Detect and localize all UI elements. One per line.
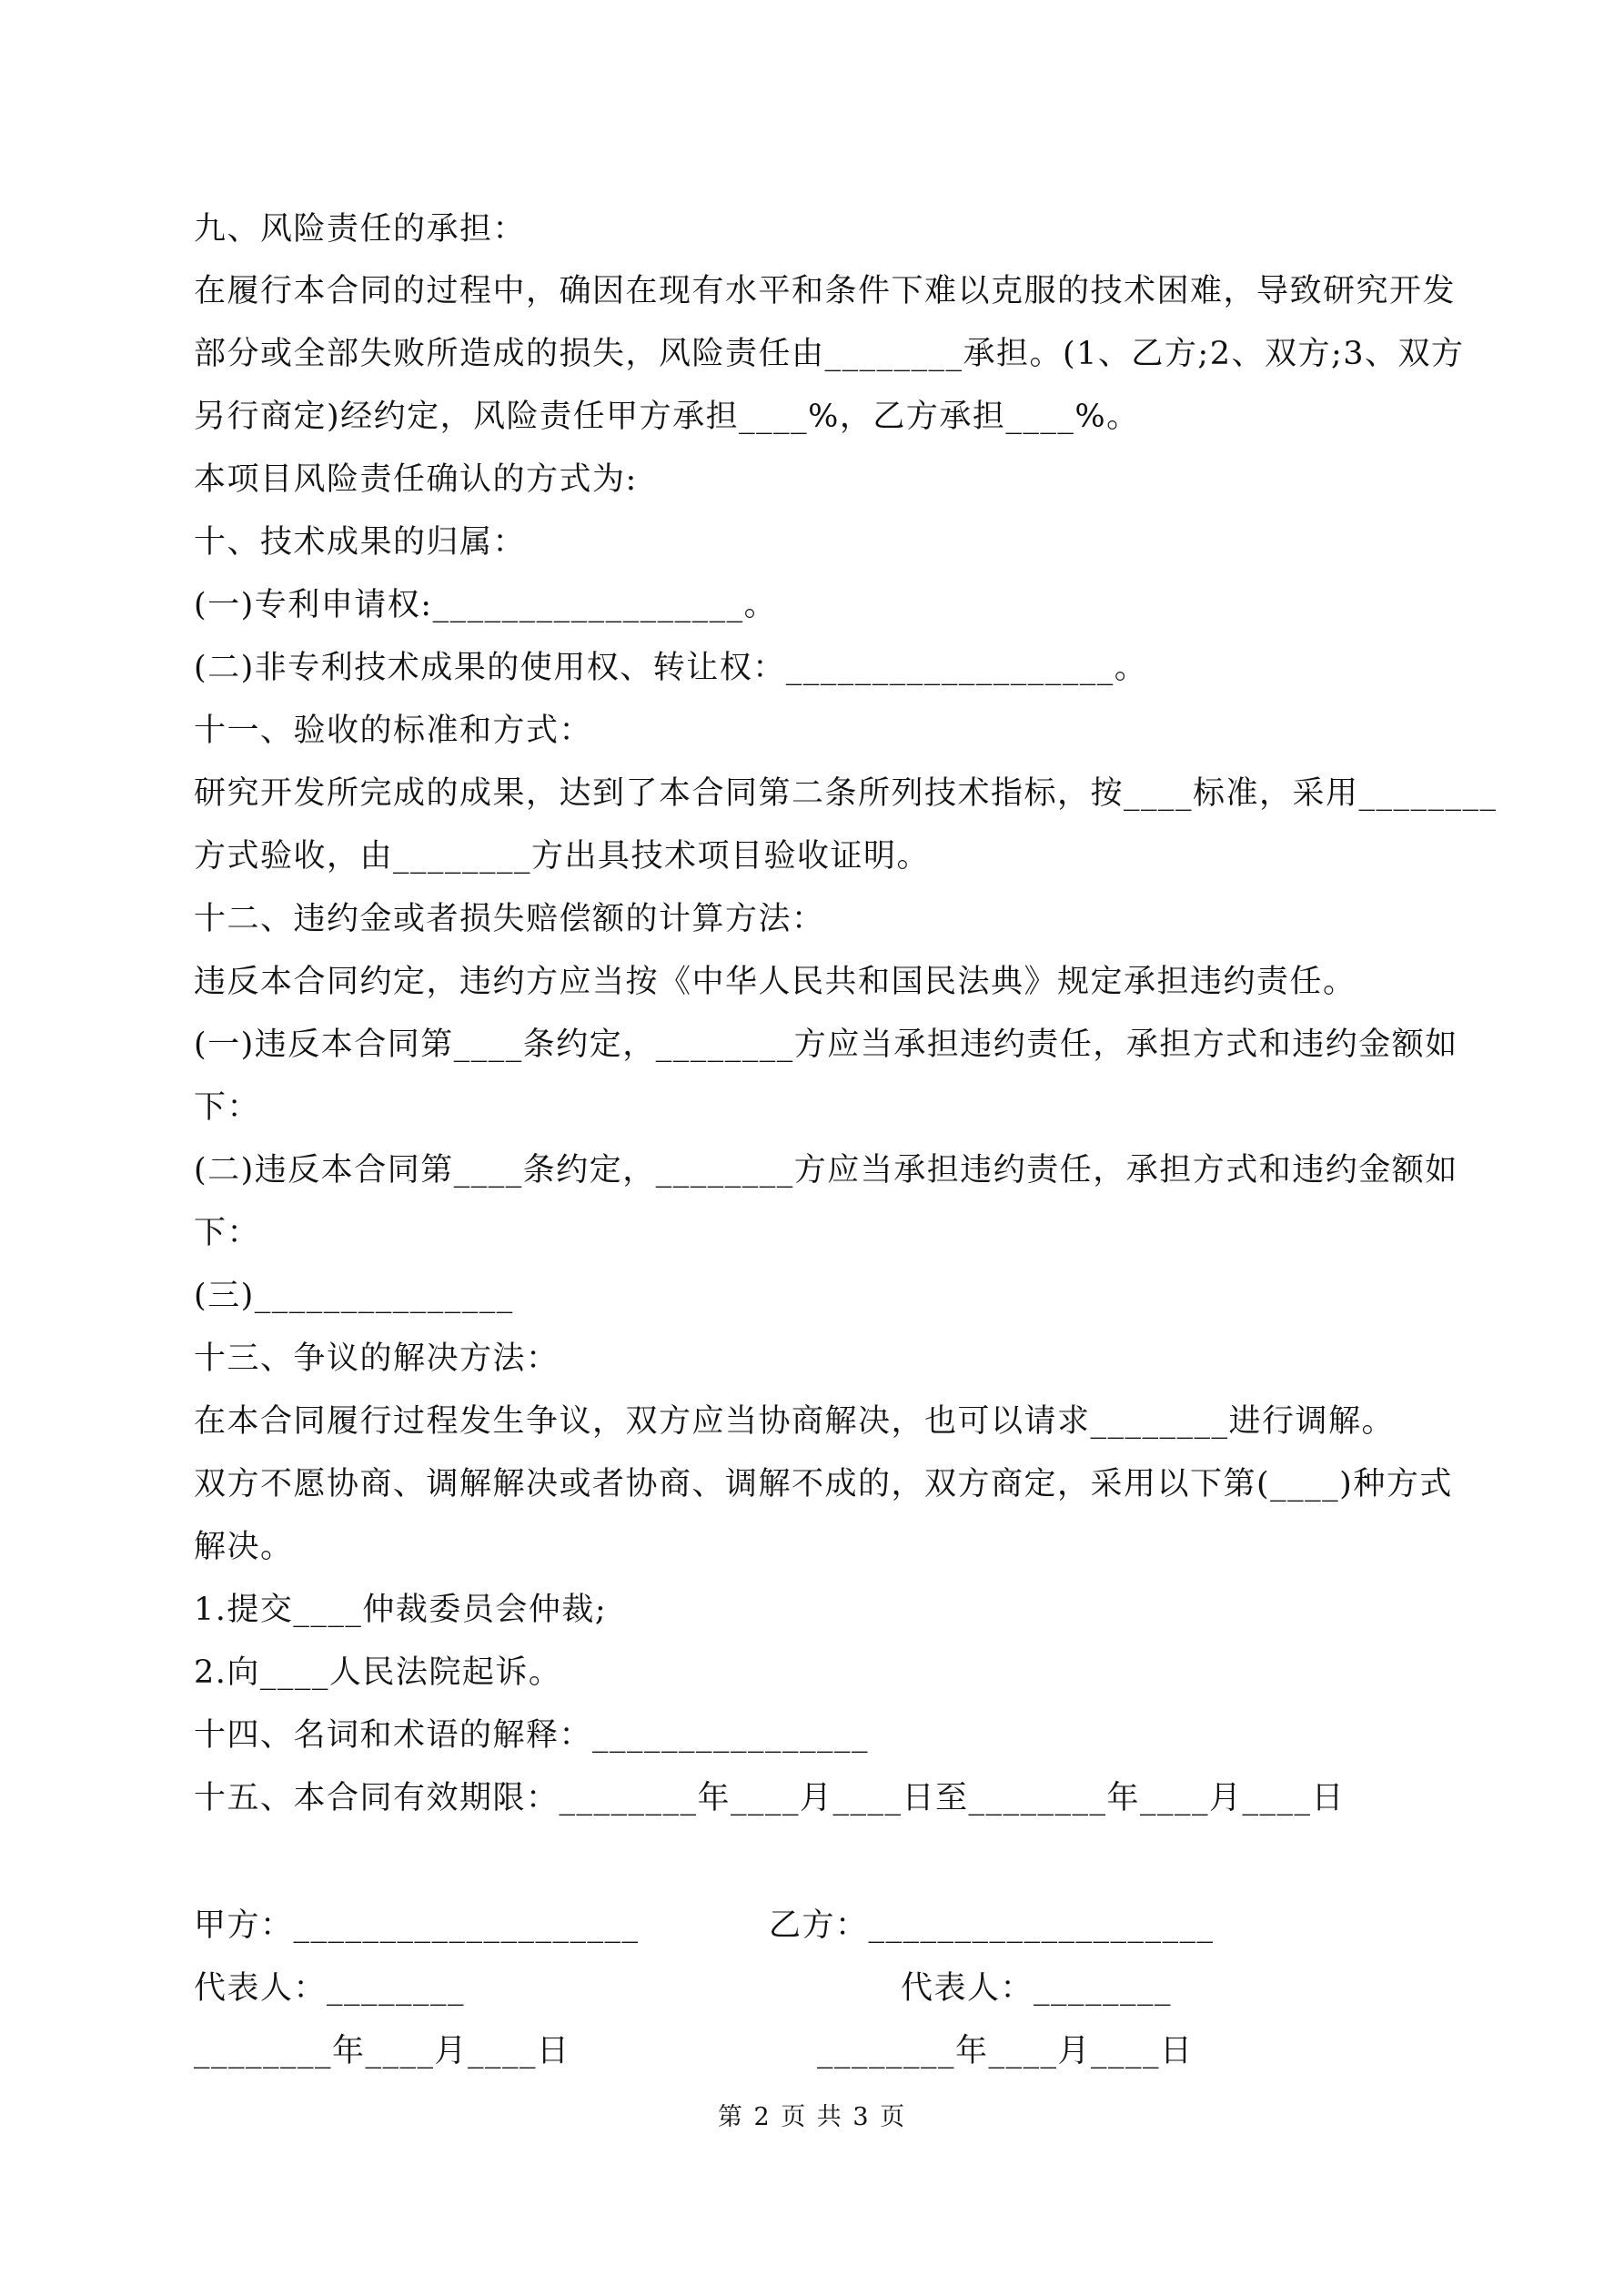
paragraph-line: 另行商定)经约定，风险责任甲方承担____%，乙方承担____%。 [194, 399, 1140, 435]
date-b-line: ________年____月____日 [817, 2033, 1194, 2069]
section-9-heading: 九、风险责任的承担： [194, 211, 527, 248]
section-11-heading: 十一、验收的标准和方式： [194, 713, 593, 749]
paragraph-line: (二)违反本合同第____条约定，________方应当承担违约责任，承担方式和违约金额如 [194, 1152, 1458, 1188]
paragraph-line: 在履行本合同的过程中，确因在现有水平和条件下难以克服的技术困难，导致研究开发 [194, 273, 1457, 309]
paragraph-line: 2.向____人民法院起诉。 [194, 1654, 562, 1691]
paragraph-line: 本项目风险责任确认的方式为: [194, 461, 638, 498]
section-13-heading: 十三、争议的解决方法： [194, 1340, 560, 1377]
paragraph-line: 研究开发所完成的成果，达到了本合同第二条所列技术指标，按____标准，采用________ [194, 775, 1498, 812]
paragraph-line: 部分或全部失败所造成的损失，风险责任由________承担。(1、乙方;2、双方;3、双方 [194, 336, 1465, 372]
paragraph-line: 违反本合同约定，违约方应当按《中华人民共和国民法典》规定承担违约责任。 [194, 964, 1357, 1000]
paragraph-line: 在本合同履行过程发生争议，双方应当协商解决，也可以请求________进行调解。 [194, 1403, 1396, 1440]
paragraph-line: 下： [194, 1215, 261, 1251]
section-10-heading: 十、技术成果的归属： [194, 524, 527, 561]
date-a-line: ________年____月____日 [194, 2033, 570, 2069]
paragraph-line: 1.提交____仲裁委员会仲裁; [194, 1592, 608, 1628]
paragraph-line: 方式验收，由________方出具技术项目验收证明。 [194, 838, 931, 875]
paragraph-line: (一)违反本合同第____条约定，________方应当承担违约责任，承担方式和违约金额如 [194, 1027, 1458, 1063]
section-12-heading: 十二、违约金或者损失赔偿额的计算方法： [194, 901, 825, 937]
section-15-heading: 十五、本合同有效期限：________年____月____日至________年____月____日 [194, 1780, 1346, 1816]
paragraph-line: 解决。 [194, 1529, 294, 1565]
representative-a-label: 代表人：________ [194, 1970, 466, 2007]
paragraph-line: (二)非专利技术成果的使用权、转让权：___________________。 [194, 650, 1148, 686]
representative-b-label: 代表人：________ [901, 1970, 1173, 2007]
paragraph-line: 下： [194, 1089, 261, 1126]
paragraph-line: (三)_______________ [194, 1278, 514, 1314]
page-number-footer: 第 2 页 共 3 页 [717, 2103, 907, 2131]
paragraph-line: (一)专利申请权:__________________。 [194, 587, 778, 623]
section-14-heading: 十四、名词和术语的解释：________________ [194, 1717, 870, 1754]
paragraph-line: 双方不愿协商、调解解决或者协商、调解不成的，双方商定，采用以下第(____)种方式 [194, 1466, 1453, 1502]
party-a-label: 甲方：____________________ [194, 1907, 640, 1944]
party-b-label: 乙方：____________________ [769, 1907, 1215, 1944]
